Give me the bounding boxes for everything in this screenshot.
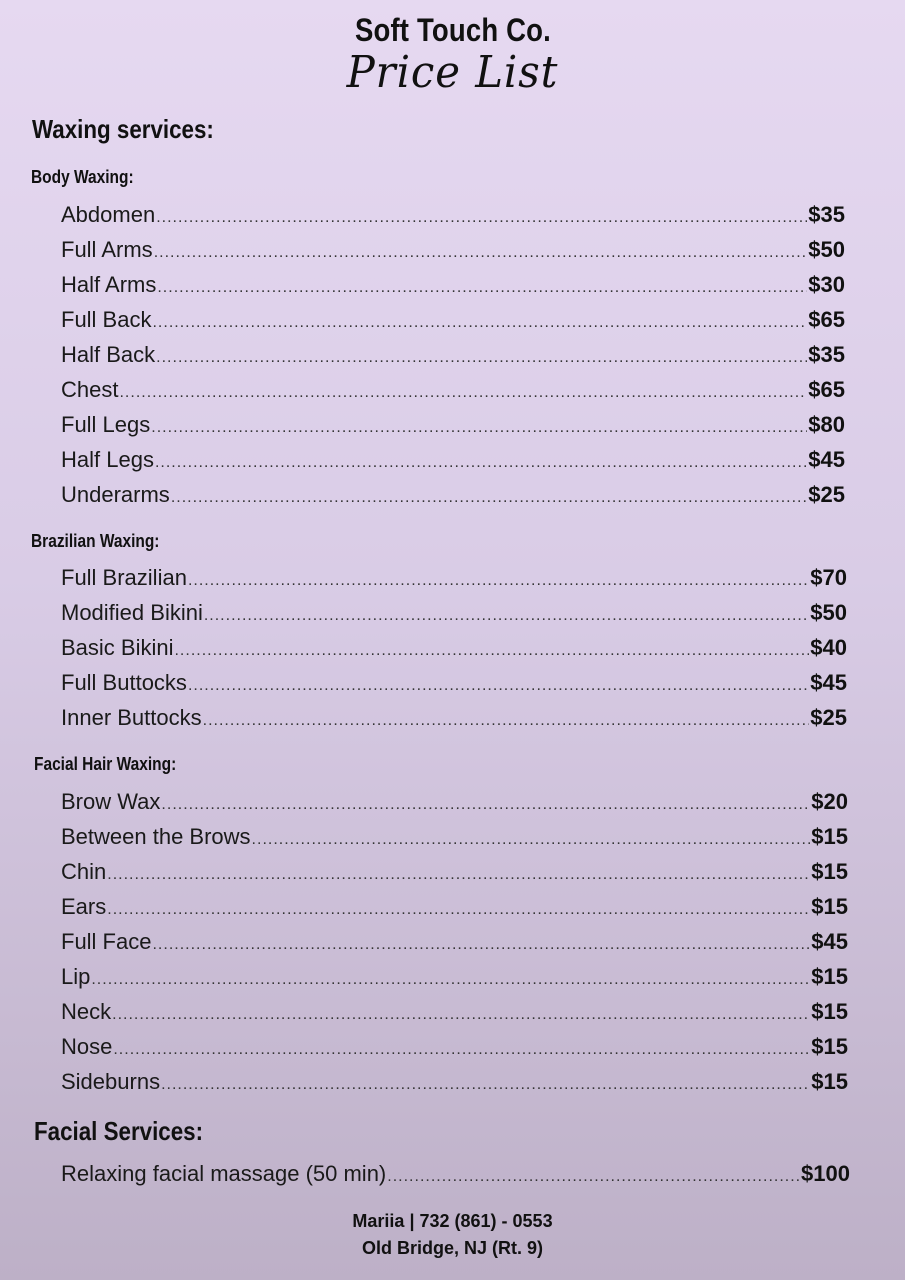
service-name: Chin	[61, 859, 107, 884]
service-price: $50	[810, 600, 847, 625]
service-name: Full Back	[61, 307, 152, 332]
service-price: $30	[808, 272, 845, 297]
price-item	[61, 994, 848, 1029]
dot-leader	[161, 787, 810, 822]
price-item	[61, 302, 845, 337]
service-name: Lip	[61, 964, 91, 989]
service-price: $40	[810, 635, 847, 660]
service-name: Half Legs	[61, 447, 154, 472]
service-price: $15	[811, 859, 848, 884]
service-price: $25	[808, 482, 845, 507]
dot-leader	[152, 305, 807, 340]
footer	[0, 1208, 905, 1262]
price-item	[61, 232, 845, 267]
price-list-heading: Price List	[346, 47, 559, 98]
service-name: Underarms	[61, 482, 170, 507]
price-item	[61, 889, 848, 924]
dot-leader	[107, 857, 810, 892]
service-price: $50	[808, 237, 845, 262]
dot-leader	[174, 633, 809, 668]
service-price: $20	[811, 789, 848, 814]
dot-leader	[112, 997, 810, 1032]
service-name: Modified Bikini	[61, 600, 203, 625]
dot-leader	[387, 1159, 800, 1194]
service-price: $45	[808, 447, 845, 472]
price-item	[61, 819, 848, 854]
price-item	[61, 407, 845, 442]
service-name: Basic Bikini	[61, 635, 174, 660]
dot-leader	[152, 927, 810, 962]
service-price: $15	[811, 964, 848, 989]
service-name: Full Legs	[61, 412, 151, 437]
dot-leader	[154, 235, 808, 270]
service-price: $25	[810, 705, 847, 730]
service-price: $65	[808, 307, 845, 332]
service-name: Chest	[61, 377, 119, 402]
facial-services-title: Facial Services:	[34, 1116, 204, 1146]
service-price: $35	[808, 202, 845, 227]
service-price: $15	[811, 824, 848, 849]
price-item	[61, 372, 845, 407]
service-name: Half Arms	[61, 272, 157, 297]
dot-leader	[151, 410, 807, 445]
location-info: Old Bridge, NJ (Rt. 9)	[361, 1238, 543, 1258]
dot-leader	[171, 480, 807, 515]
service-name: Half Back	[61, 342, 156, 367]
dot-leader	[113, 1032, 810, 1067]
service-name: Full Arms	[61, 237, 153, 262]
body-waxing-list	[61, 197, 845, 512]
facial-hair-waxing-title: Facial Hair Waxing:	[34, 754, 177, 774]
facial-services-list	[61, 1156, 850, 1191]
price-item	[61, 337, 845, 372]
dot-leader	[188, 563, 809, 598]
dot-leader	[119, 375, 807, 410]
service-price: $100	[801, 1161, 850, 1186]
dot-leader	[156, 200, 807, 235]
price-item	[61, 267, 845, 302]
price-item	[61, 1029, 848, 1064]
dot-leader	[157, 270, 807, 305]
price-item	[61, 197, 845, 232]
service-price: $15	[811, 1034, 848, 1059]
service-name: Nose	[61, 1034, 113, 1059]
dot-leader	[156, 340, 807, 375]
body-waxing-title: Body Waxing:	[31, 167, 134, 187]
service-name: Full Buttocks	[61, 670, 187, 695]
service-name: Sideburns	[61, 1069, 161, 1094]
waxing-services-title: Waxing services:	[32, 114, 214, 144]
price-item	[61, 595, 847, 630]
service-name: Inner Buttocks	[61, 705, 202, 730]
dot-leader	[203, 703, 810, 738]
brazilian-waxing-title: Brazilian Waxing:	[31, 531, 160, 551]
dot-leader	[91, 962, 810, 997]
service-name: Brow Wax	[61, 789, 161, 814]
price-item	[61, 665, 847, 700]
contact-info: Mariia | 732 (861) - 0553	[352, 1211, 553, 1231]
service-name: Ears	[61, 894, 107, 919]
dot-leader	[188, 668, 809, 703]
dot-leader	[107, 892, 810, 927]
dot-leader	[161, 1067, 810, 1102]
price-item	[61, 442, 845, 477]
price-item	[61, 784, 848, 819]
service-price: $80	[808, 412, 845, 437]
service-name: Relaxing facial massage (50 min)	[61, 1161, 387, 1186]
dot-leader	[155, 445, 807, 480]
service-name: Neck	[61, 999, 112, 1024]
service-price: $35	[808, 342, 845, 367]
service-price: $45	[811, 929, 848, 954]
company-name: Soft Touch Co.	[354, 12, 551, 48]
service-name: Abdomen	[61, 202, 156, 227]
service-price: $45	[810, 670, 847, 695]
brazilian-waxing-list	[61, 560, 847, 735]
service-name: Full Brazilian	[61, 565, 187, 590]
price-item	[61, 924, 848, 959]
price-item	[61, 854, 848, 889]
price-item	[61, 959, 848, 994]
service-name: Full Face	[61, 929, 152, 954]
price-item	[61, 630, 847, 665]
price-item	[61, 477, 845, 512]
service-name: Between the Brows	[61, 824, 251, 849]
dot-leader	[252, 822, 811, 857]
service-price: $15	[811, 894, 848, 919]
price-item	[61, 1064, 848, 1099]
service-price: $70	[810, 565, 847, 590]
service-price: $15	[811, 999, 848, 1024]
service-price: $65	[808, 377, 845, 402]
price-item	[61, 560, 847, 595]
header	[0, 12, 905, 98]
service-price: $15	[811, 1069, 848, 1094]
price-item	[61, 700, 847, 735]
price-item	[61, 1156, 850, 1191]
facial-hair-waxing-list	[61, 784, 848, 1099]
dot-leader	[204, 598, 809, 633]
